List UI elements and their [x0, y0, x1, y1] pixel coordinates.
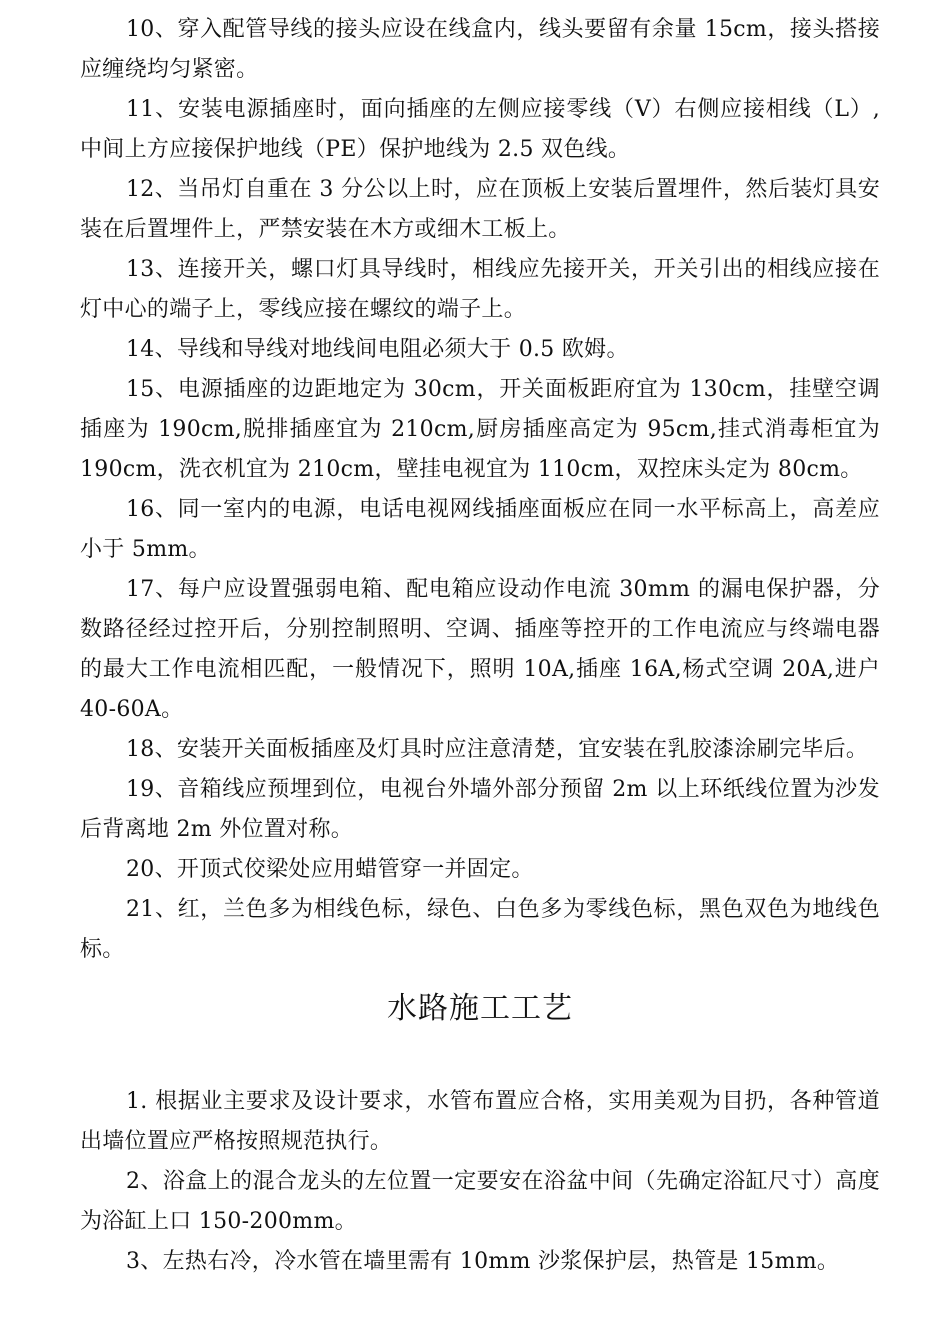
- electrical-item-14: 14、导线和导线对地线间电阻必须大于 0.5 欧姆。: [126, 337, 629, 362]
- document-body: [80, 10, 880, 1282]
- electrical-item-10: 10、穿入配管导线的接头应设在线盒内，线头要留有余量 15cm，接头搭接应缠绕均匀紧密。: [80, 17, 880, 82]
- electrical-item-12: 12、当吊灯自重在 3 分公以上时，应在顶板上安装后置埋件，然后装灯具安装在后置埋件上，严禁安装在木方或细木工板上。: [80, 177, 880, 242]
- electrical-item-21: 21、红，兰色多为相线色标，绿色、白色多为零线色标，黑色双色为地线色标。: [80, 897, 880, 962]
- plumbing-item-1: 1. 根据业主要求及设计要求，水管布置应合格，实用美观为目扔，各种管道出墙位置应严格按照规范执行。: [80, 1089, 880, 1154]
- plumbing-item-2: 2、浴盒上的混合龙头的左位置一定要安在浴盆中间（先确定浴缸尺寸）高度为浴缸上口 150-200mm。: [80, 1169, 880, 1234]
- electrical-item-19: 19、音箱线应预埋到位，电视台外墙外部分预留 2m 以上环纸线位置为沙发后背离地 2m 外位置对称。: [80, 777, 880, 842]
- section-title: 水路施工工艺: [387, 991, 573, 1026]
- electrical-item-17: 17、每户应设置强弱电箱、配电箱应设动作电流 30mm 的漏电保护器，分数路径经过控开后，分别控制照明、空调、插座等控开的工作电流应与终端电器的最大工作电流相匹配，一般情况下，照明 10A,插座 16A,杨式空调 20A,进户 40-60A。: [80, 577, 880, 722]
- electrical-item-11: 11、安装电源插座时，面向插座的左侧应接零线（V）右侧应接相线（L）,中间上方应接保护地线（PE）保护地线为 2.5 双色线。: [80, 97, 880, 162]
- electrical-item-18: 18、安装开关面板插座及灯具时应注意清楚，宜安装在乳胶漆涂刷完毕后。: [126, 737, 869, 762]
- plumbing-item-3: 3、左热右冷，冷水管在墙里需有 10mm 沙浆保护层，热管是 15mm。: [126, 1249, 840, 1274]
- electrical-item-13: 13、连接开关，螺口灯具导线时，相线应先接开关，开关引出的相线应接在灯中心的端子上，零线应接在螺纹的端子上。: [80, 257, 880, 322]
- electrical-item-16: 16、同一室内的电源，电话电视网线插座面板应在同一水平标高上，高差应小于 5mm。: [80, 497, 880, 562]
- electrical-item-15: 15、电源插座的边距地定为 30cm，开关面板距府宜为 130cm，挂壁空调插座为 190cm,脱排插座宜为 210cm,厨房插座高定为 95cm,挂式消毒柜宜为 190cm，洗衣机宜为 210cm，壁挂电视宜为 110cm，双控床头定为 80cm。: [80, 377, 880, 482]
- electrical-item-20: 20、开顶式佼梁处应用蜡管穿一并固定。: [126, 857, 534, 882]
- section-spacer: [80, 1048, 880, 1082]
